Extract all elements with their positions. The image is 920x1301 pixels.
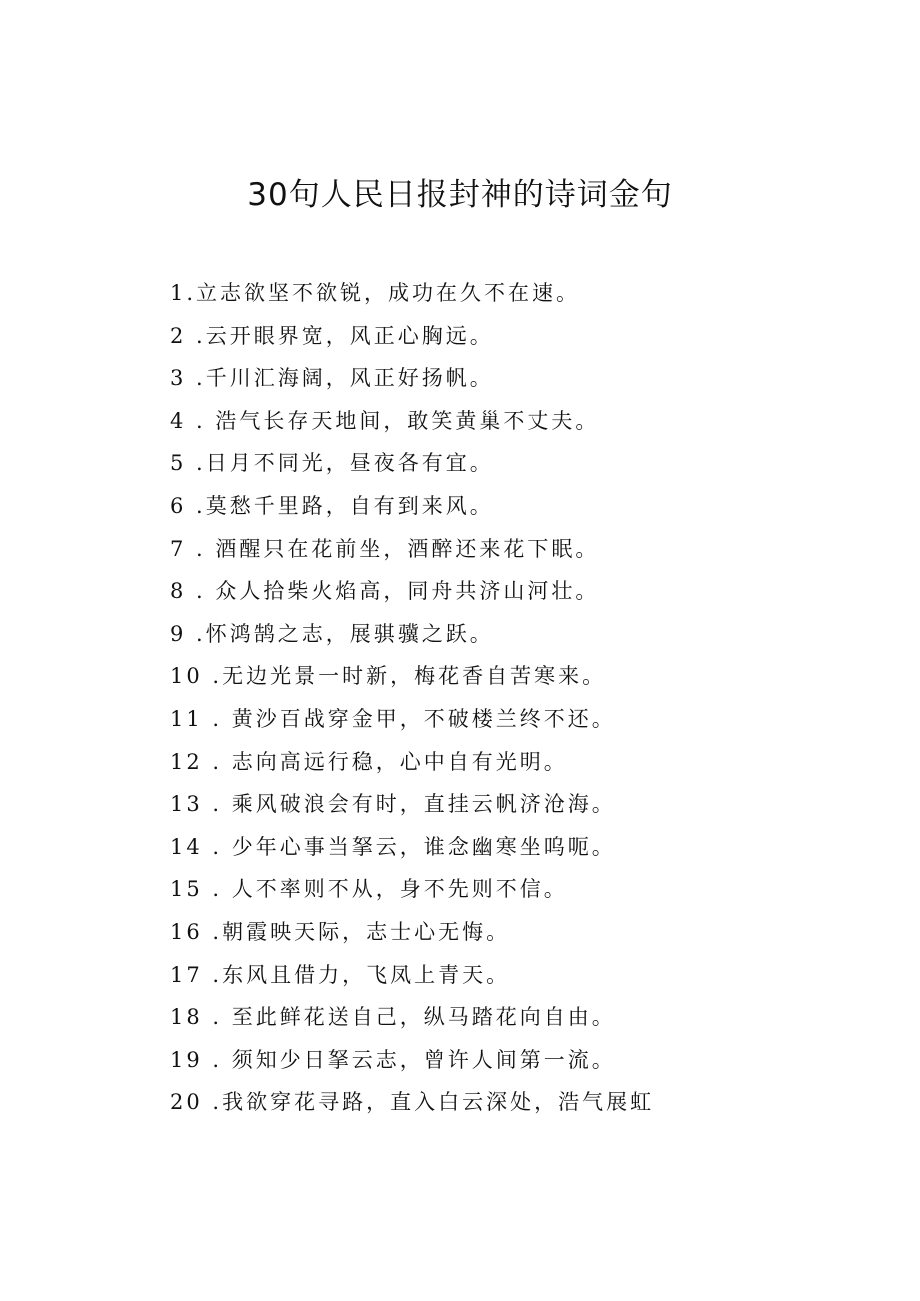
quote-item-11: 11 . 黄沙百战穿金甲，不破楼兰终不还。 — [170, 706, 616, 731]
quote-item-4: 4 . 浩气长存天地间，敢笑黄巢不丈夫。 — [170, 408, 600, 433]
quote-item-9: 9 .怀鸿鹄之志，展骐骥之跃。 — [170, 621, 494, 646]
document-title: 30句人民日报封神的诗词金句 — [247, 177, 673, 213]
quote-item-1: 1.立志欲坚不欲锐，成功在久不在速。 — [170, 281, 581, 305]
quote-item-15: 15 . 人不率则不从，身不先则不信。 — [170, 877, 568, 902]
quote-item-7: 7 . 酒醒只在花前坐，酒醉还来花下眠。 — [170, 536, 600, 561]
quote-item-16: 16 .朝霞映天际，志士心无悔。 — [170, 919, 511, 944]
quote-item-10: 10 .无边光景一时新，梅花香自苦寒来。 — [170, 664, 607, 689]
quote-list — [170, 272, 870, 1124]
quote-item-18: 18 . 至此鲜花送自己，纵马踏花向自由。 — [170, 1005, 616, 1030]
quote-item-5: 5 .日月不同光，昼夜各有宜。 — [170, 451, 494, 476]
quote-item-3: 3 .千川汇海阔，风正好扬帆。 — [170, 366, 494, 391]
quote-item-19: 19 . 须知少日拏云志，曾许人间第一流。 — [170, 1047, 616, 1072]
quote-item-12: 12 . 志向高远行稳，心中自有光明。 — [170, 749, 568, 774]
quote-item-2: 2 .云开眼界宽，风正心胸远。 — [170, 323, 494, 348]
quote-item-13: 13 . 乘风破浪会有时，直挂云帆济沧海。 — [170, 792, 616, 817]
quote-item-14: 14 . 少年心事当拏云，谁念幽寒坐呜呃。 — [170, 834, 616, 859]
quote-item-8: 8 . 众人拾柴火焰高，同舟共济山河壮。 — [170, 579, 600, 604]
quote-item-6: 6 .莫愁千里路，自有到来风。 — [170, 493, 494, 518]
quote-item-20: 20 .我欲穿花寻路，直入白云深处，浩气展虹 — [170, 1090, 655, 1115]
quote-item-17: 17 .东风且借力，飞凤上青天。 — [170, 962, 511, 987]
